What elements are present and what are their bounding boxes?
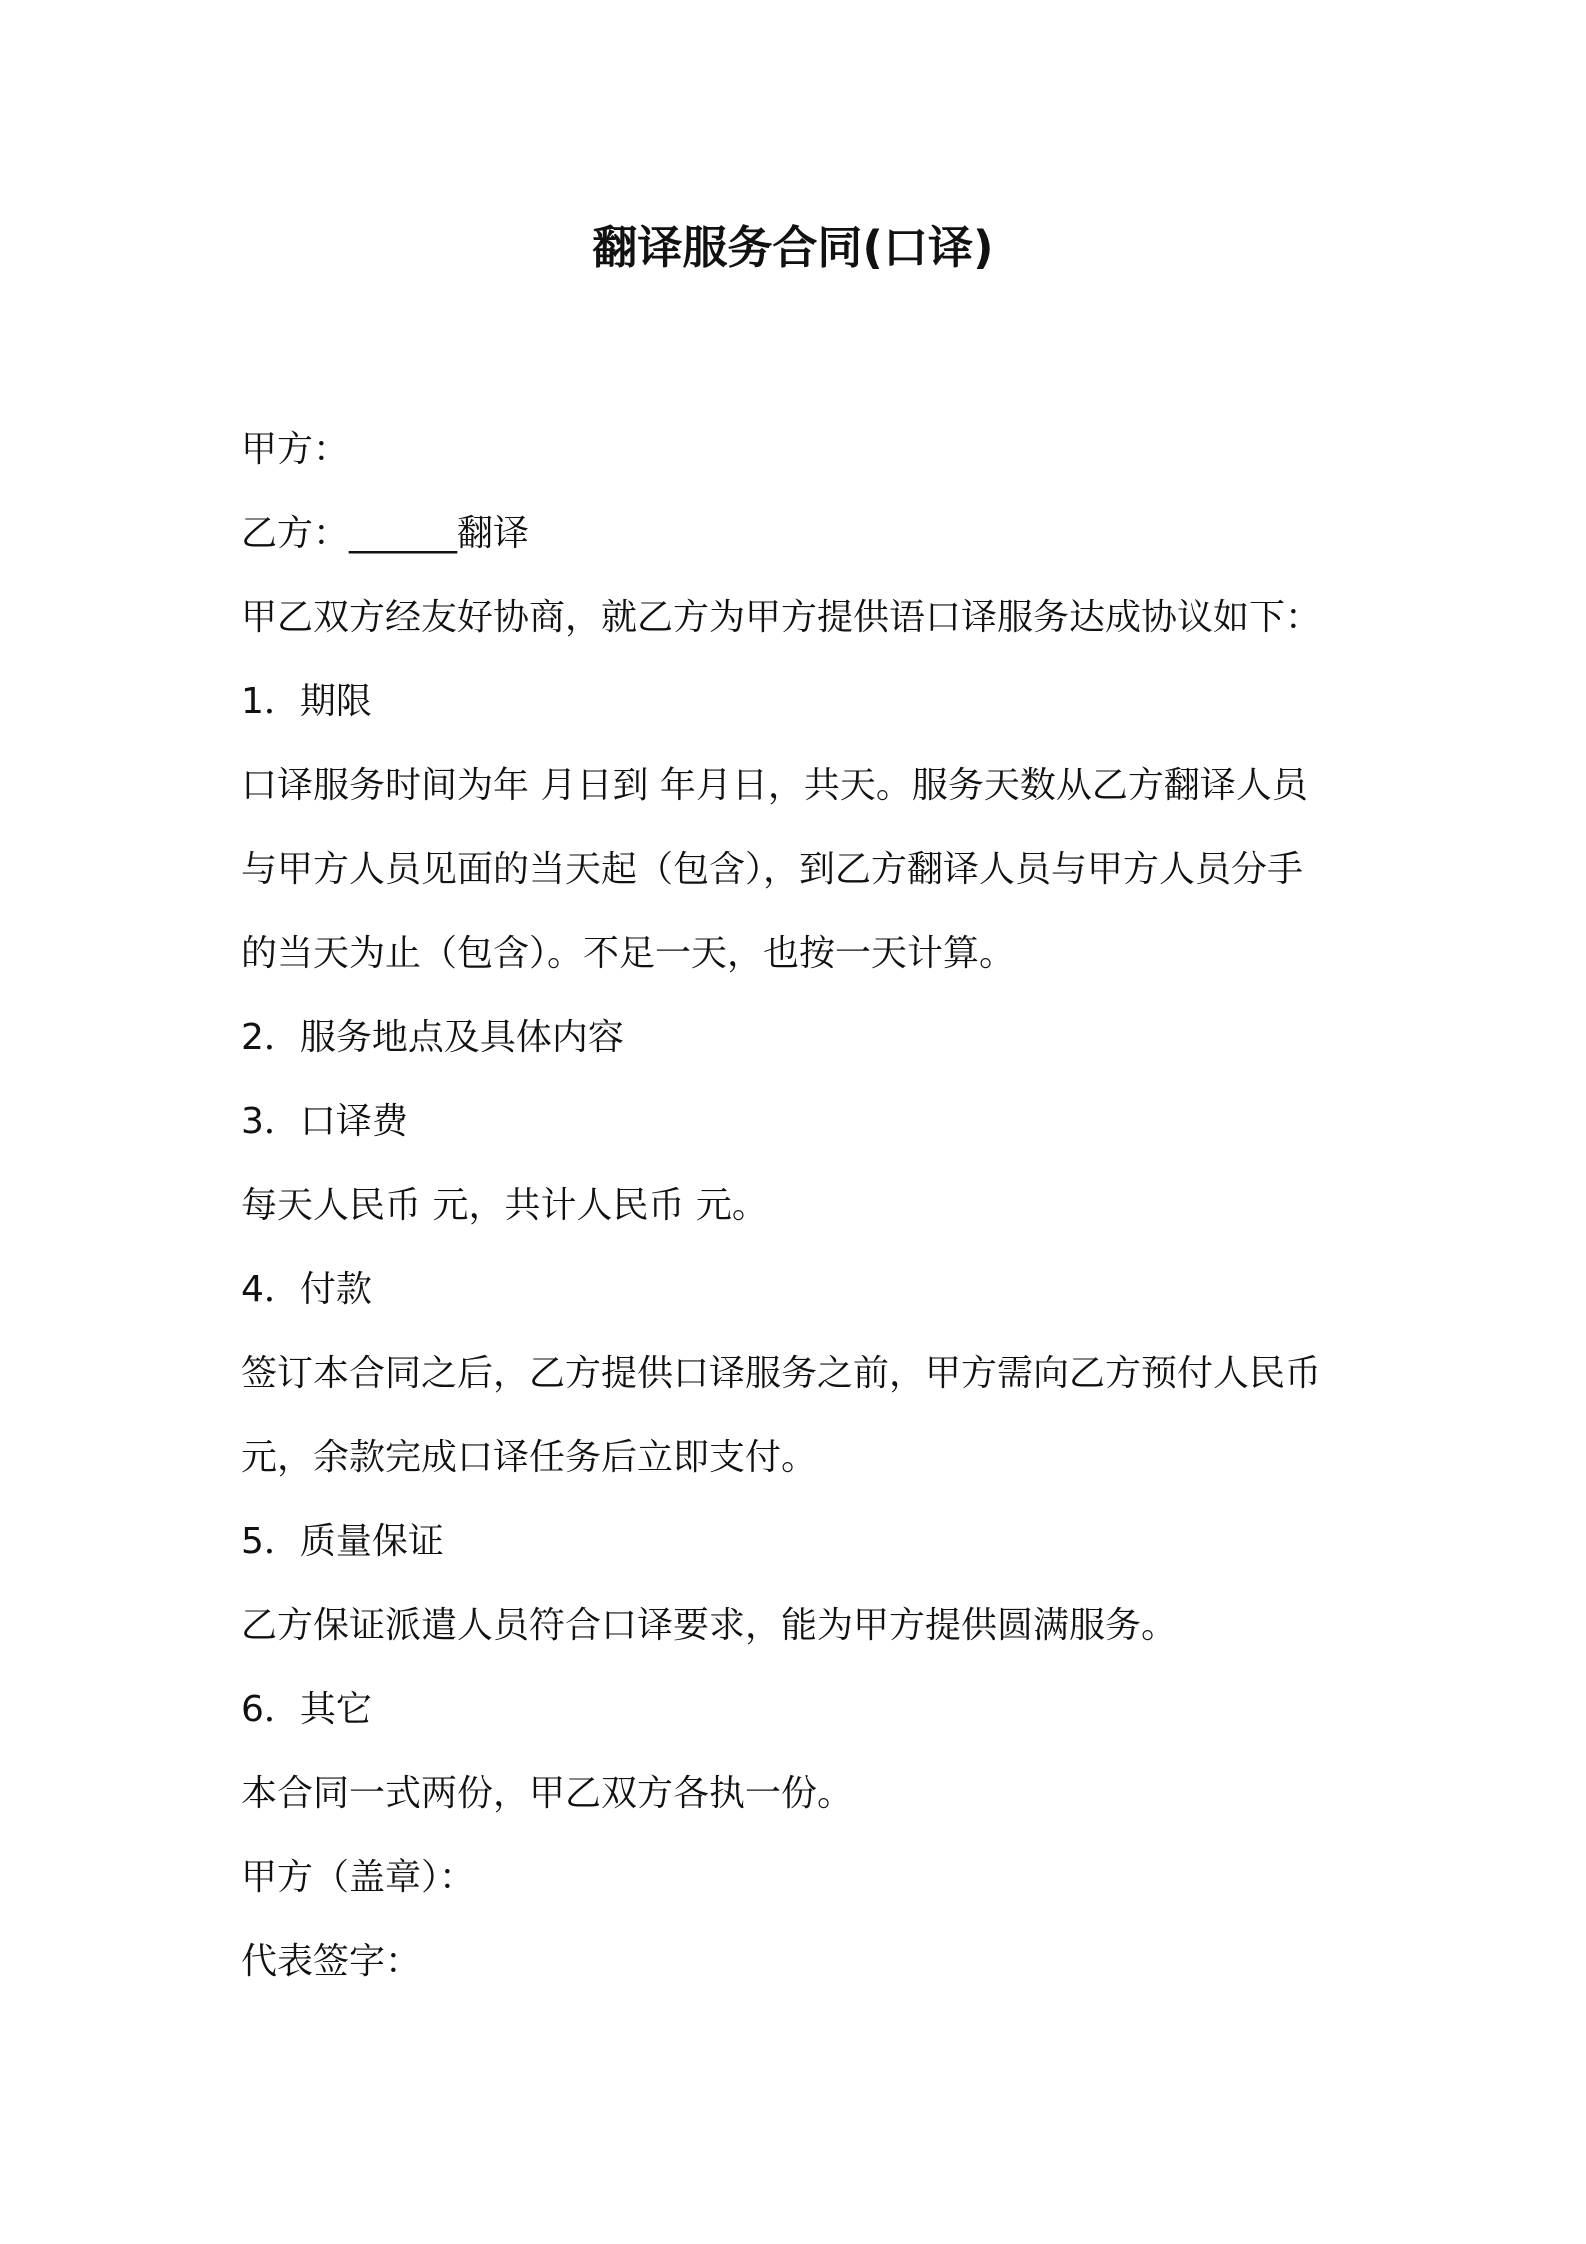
section-1-heading: 1．期限 bbox=[241, 681, 372, 722]
representative-signature-line: 代表签字： bbox=[241, 1941, 422, 1982]
section-3-heading: 3．口译费 bbox=[241, 1101, 408, 1142]
section-5-heading: 5．质量保证 bbox=[241, 1521, 444, 1562]
section-6-text: 本合同一式两份，甲乙双方各执一份。 bbox=[241, 1773, 854, 1814]
party-b-line: 乙方：______翻译 bbox=[241, 513, 530, 554]
section-4-text-line-2: 元，余款完成口译任务后立即支付。 bbox=[241, 1437, 818, 1478]
party-a-line: 甲方： bbox=[241, 429, 350, 470]
section-3-text: 每天人民币 元，共计人民币 元。 bbox=[241, 1185, 768, 1226]
section-2-heading: 2．服务地点及具体内容 bbox=[241, 1017, 624, 1058]
section-1-text-line-2: 与甲方人员见面的当天起（包含），到乙方翻译人员与甲方人员分手 bbox=[241, 849, 1304, 890]
document-title: 翻译服务合同(口译) bbox=[592, 221, 994, 274]
section-4-text-line-1: 签订本合同之后，乙方提供口译服务之前，甲方需向乙方预付人民币 bbox=[241, 1353, 1322, 1394]
section-4-heading: 4．付款 bbox=[241, 1269, 372, 1310]
section-5-text: 乙方保证派遣人员符合口译要求，能为甲方提供圆满服务。 bbox=[241, 1605, 1178, 1646]
document-body bbox=[241, 408, 1361, 2004]
section-1-text-line-1: 口译服务时间为年 月日到 年月日，共天。服务天数从乙方翻译人员 bbox=[241, 765, 1308, 806]
agreement-intro: 甲乙双方经友好协商，就乙方为甲方提供语口译服务达成协议如下： bbox=[241, 597, 1322, 638]
section-6-heading: 6．其它 bbox=[241, 1689, 372, 1730]
party-a-seal-line: 甲方（盖章）： bbox=[241, 1857, 476, 1898]
section-1-text-line-3: 的当天为止（包含）。不足一天，也按一天计算。 bbox=[241, 933, 1016, 974]
